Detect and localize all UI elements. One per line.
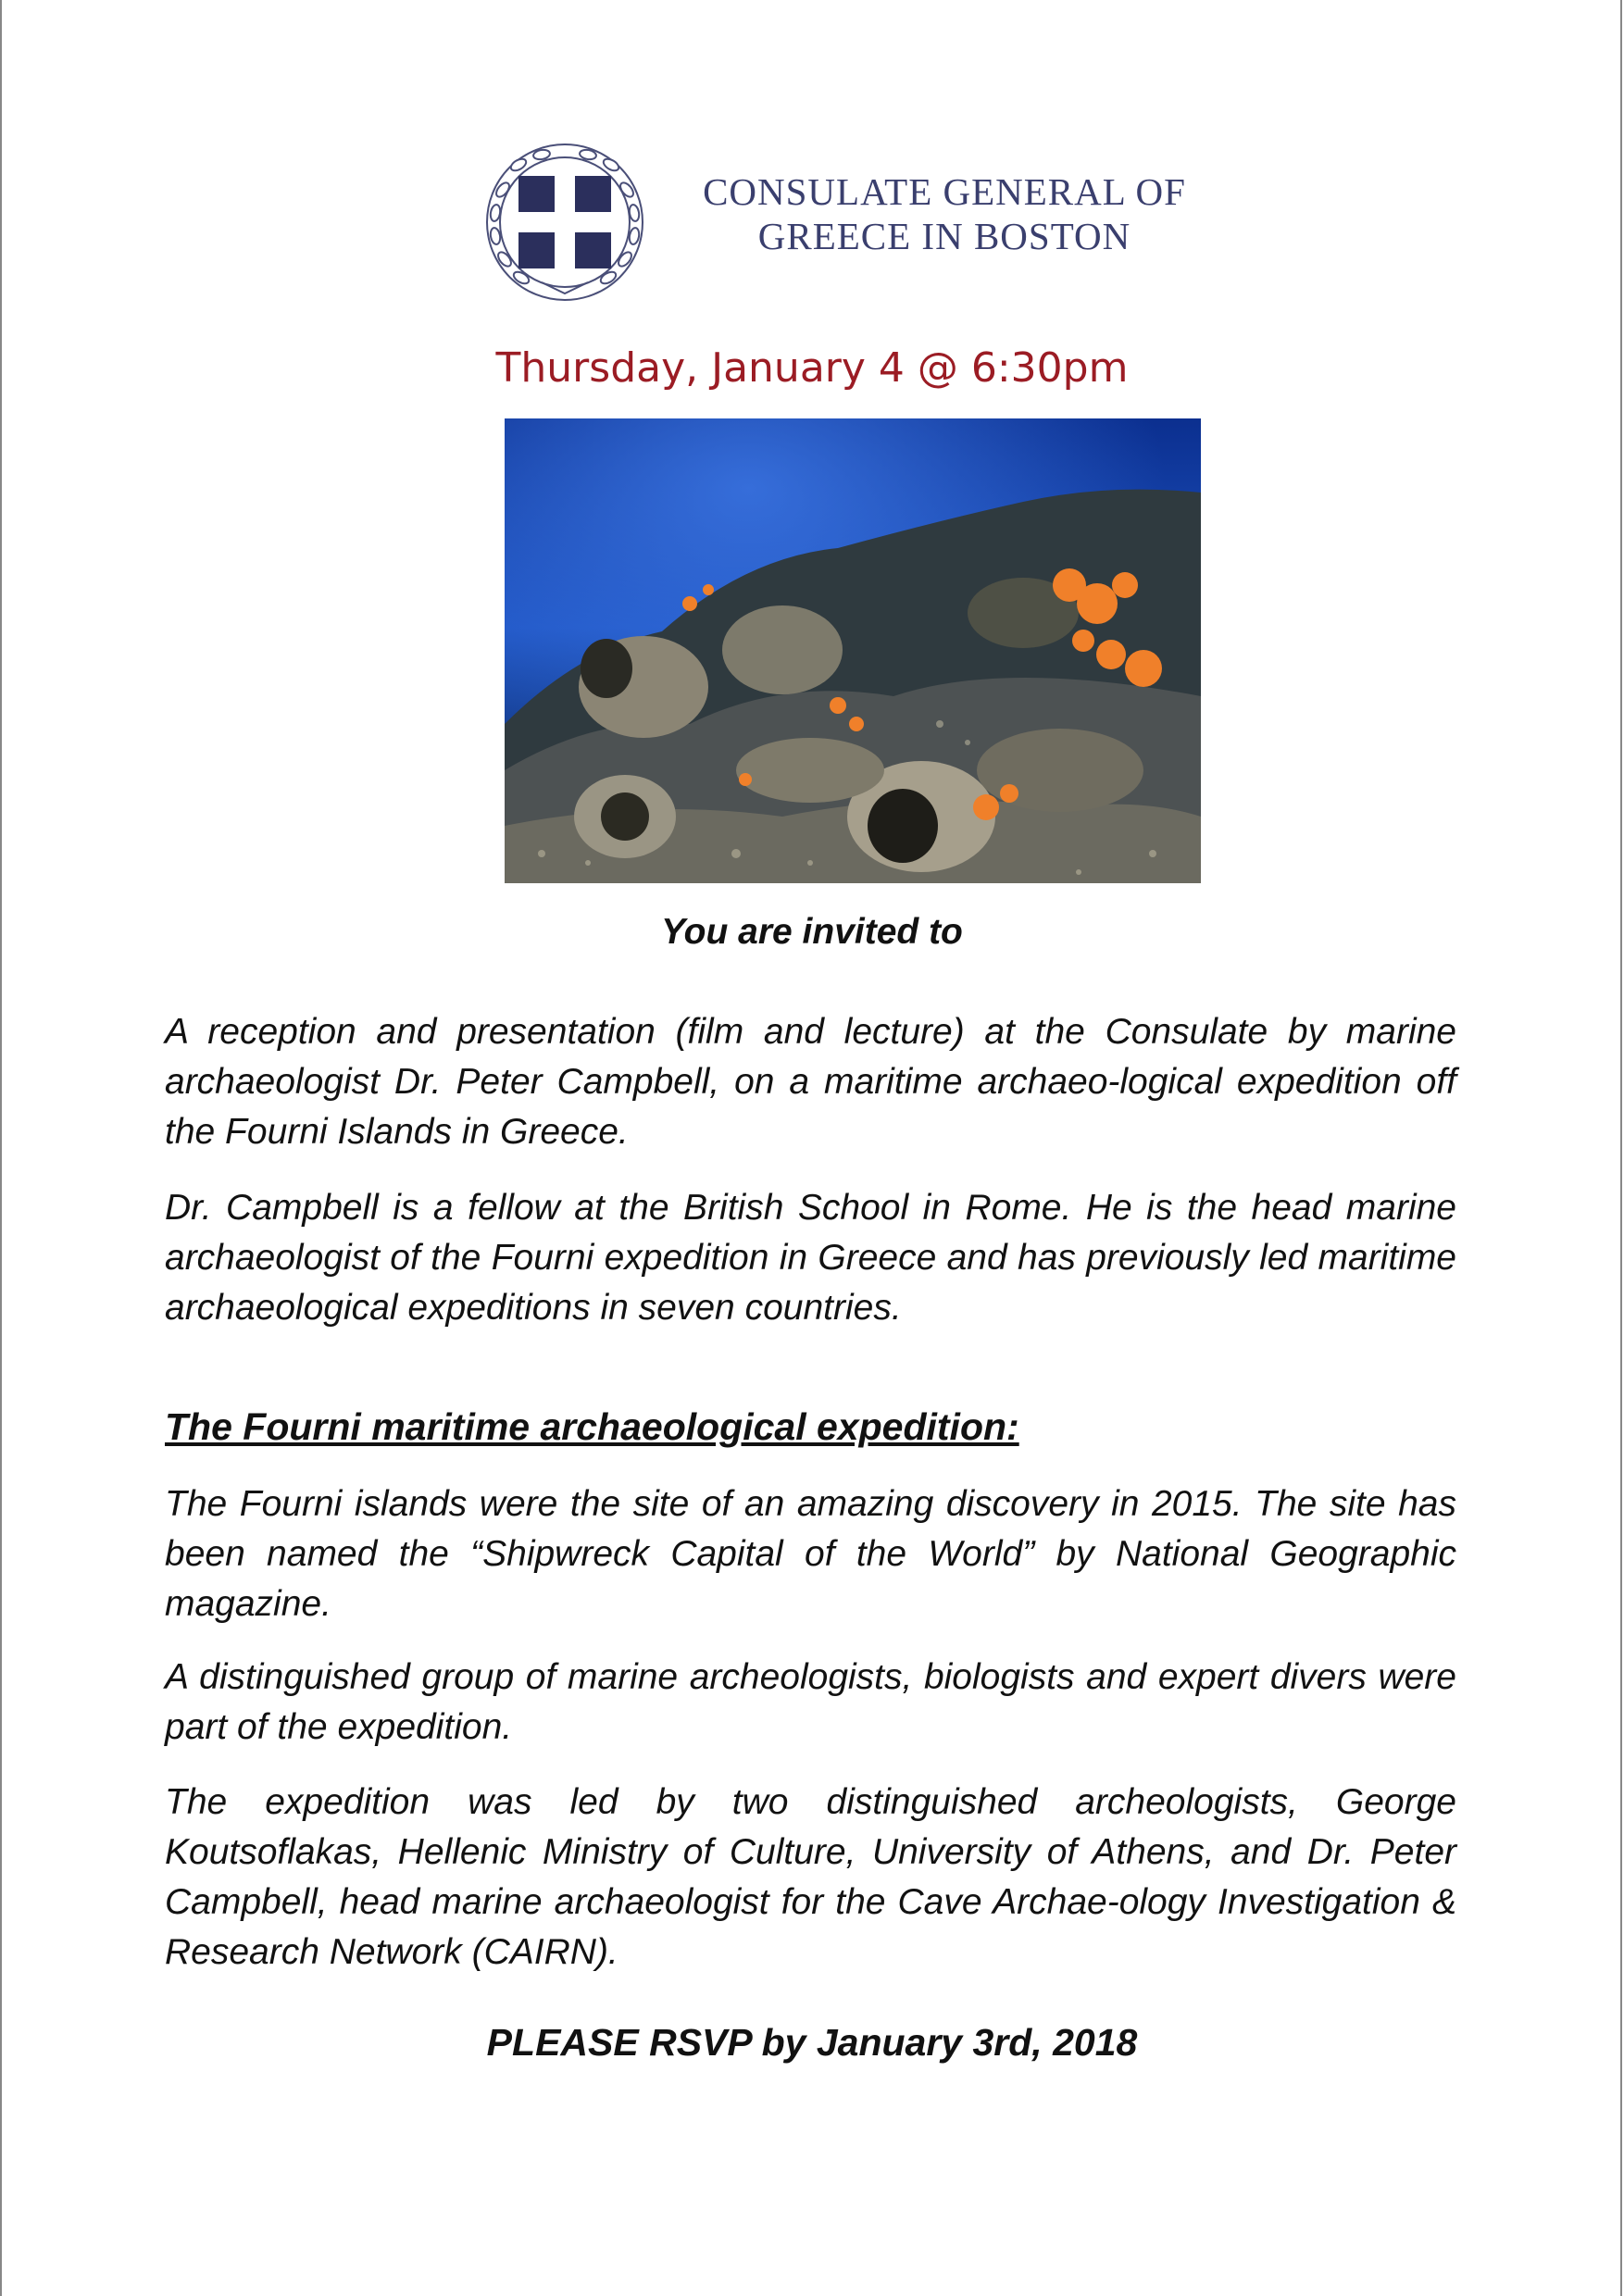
section-heading: The Fourni maritime archaeological expedition: [165, 1405, 1019, 1448]
expedition-paragraph-3: The expedition was led by two distinguished archeologists, George Koutsoflakas, Hellenic Ministry of Culture, University of Athens, and Dr. Peter Campbell, head marine archaeologist for the Cave Archae-ology Investigation & Research Network (CAIRN). [165, 1782, 1456, 1972]
invite-heading: You are invited to [661, 912, 963, 952]
expedition-paragraph-2: A distinguished group of marine archeologists, biologists and expert divers were part of the expedition. [165, 1657, 1456, 1747]
event-datetime: Thursday, January 4 @ 6:30pm [495, 344, 1129, 392]
consulate-name [667, 169, 1222, 258]
greek-cross-laurel-seal-icon [477, 134, 653, 306]
expedition-paragraph-1: The Fourni islands were the site of an amazing discovery in 2015. The site has been named the “Shipwreck Capital of the World” by National Geographic magazine. [165, 1484, 1456, 1624]
org-line-1: CONSULATE GENERAL OF [703, 170, 1186, 213]
intro-paragraph-1: A reception and presentation (film and lecture) at the Consulate by marine archaeologist Dr. Peter Campbell, on a maritime archaeo-logical expedition off the Fourni Islands in Greece. [165, 1012, 1456, 1152]
rsvp-notice: PLEASE RSVP by January 3rd, 2018 [486, 2021, 1138, 2064]
org-line-2: GREECE IN BOSTON [757, 215, 1131, 257]
intro-paragraph-2: Dr. Campbell is a fellow at the British School in Rome. He is the head marine archaeologist of the Fourni expedition in Greece and has previously led maritime archaeological expeditions in seven countries. [165, 1188, 1456, 1328]
underwater-shipwreck-photo [505, 418, 1201, 883]
header [477, 134, 1218, 306]
